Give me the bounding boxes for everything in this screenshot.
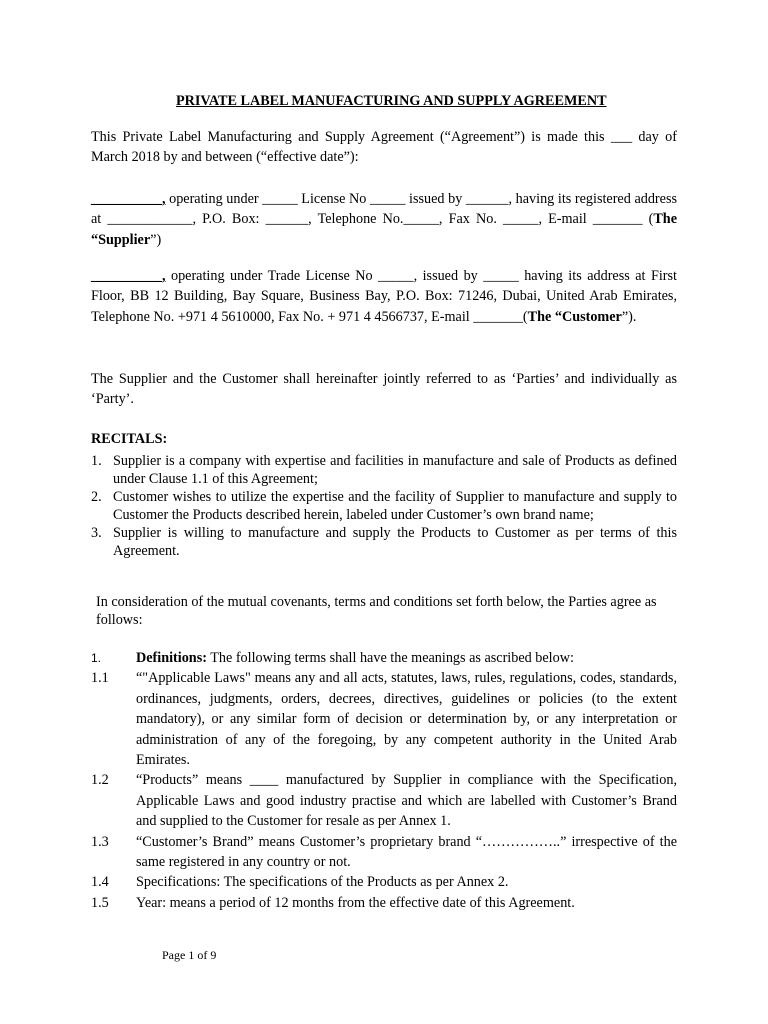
recital-text: Supplier is a company with expertise and facilities in manufacture and sale of Products as defined under Clause 1.1 of this Agreement; bbox=[113, 453, 677, 487]
supplier-close: ”) bbox=[150, 231, 162, 248]
definitions-heading-row bbox=[91, 648, 677, 668]
definition-text: “Customer’s Brand” means Customer’s proprietary brand “……………..” irrespective of the same registered in any country or not. bbox=[136, 833, 677, 871]
definitions-intro: The following terms shall have the meanings as ascribed below: bbox=[206, 650, 574, 666]
supplier-details: operating under _____ License No _____ issued by ______, having its registered address at ____________, P.O. Box: ______, Telephone No._____, Fax No. _____, E-mail _______ ( bbox=[91, 191, 677, 228]
definition-text: “Products” means ____ manufactured by Supplier in compliance with the Specification, Applicable Laws and good industry practise and which are labelled with Customer’s Brand and supplied to the Customer for resale as per Annex 1. bbox=[136, 772, 677, 830]
recital-number: 3. bbox=[91, 525, 102, 541]
customer-name-blank: __________, bbox=[91, 268, 166, 284]
recital-text: Customer wishes to utilize the expertise and the facility of Supplier to manufacture and supply to Customer the Products described herein, labeled under Customer’s own brand name; bbox=[113, 489, 677, 523]
clause-number: 1. bbox=[91, 651, 102, 665]
definition-number: 1.2 bbox=[91, 772, 109, 789]
definitions-heading: Definitions: bbox=[136, 650, 207, 666]
definition-item bbox=[91, 832, 677, 873]
supplier-name-blank: __________, bbox=[91, 191, 166, 207]
definition-number: 1.3 bbox=[91, 833, 109, 850]
definition-item bbox=[91, 770, 677, 831]
customer-party-paragraph bbox=[91, 266, 677, 327]
definition-item bbox=[91, 893, 677, 913]
recital-number: 1. bbox=[91, 453, 102, 469]
definition-number: 1.4 bbox=[91, 874, 109, 891]
recitals-list bbox=[91, 452, 677, 560]
page-number-footer: Page 1 of 9 bbox=[162, 948, 217, 962]
customer-details: operating under Trade License No _____, issued by _____ having its address at First Floor, BB 12 Building, Bay Square, Business Bay, P.O. Box: 71246, Dubai, United Arab Emirates, Telephone No. +971 4 5610000, Fax No. + 971 4 4566737, E-mail _______( bbox=[91, 268, 677, 325]
customer-close: ”). bbox=[621, 308, 637, 325]
supplier-party-paragraph bbox=[91, 189, 677, 250]
recital-item bbox=[91, 452, 677, 488]
recitals-heading: RECITALS: bbox=[91, 431, 168, 447]
definition-number: 1.5 bbox=[91, 894, 109, 911]
definitions-section bbox=[91, 648, 677, 913]
parties-note: The Supplier and the Customer shall hereinafter jointly referred to as ‘Parties’ and individually as ‘Party’. bbox=[91, 371, 677, 408]
supplier-label: The “Supplier bbox=[91, 211, 677, 248]
intro-paragraph: This Private Label Manufacturing and Supply Agreement (“Agreement”) is made this ___ day of March 2018 by and between (“effective date”): bbox=[91, 129, 677, 166]
recital-item bbox=[91, 524, 677, 560]
customer-label: The “Customer bbox=[527, 308, 622, 325]
definition-text: Specifications: The specifications of the Products as per Annex 2. bbox=[136, 874, 509, 891]
recital-text: Supplier is willing to manufacture and supply the Products to Customer as per terms of this Agreement. bbox=[113, 525, 677, 559]
recital-number: 2. bbox=[91, 489, 102, 505]
recital-item bbox=[91, 488, 677, 524]
definition-item bbox=[91, 668, 677, 770]
definition-text: “"Applicable Laws" means any and all acts, statutes, laws, rules, regulations, codes, standards, ordinances, judgments, orders, decrees, directives, guidelines or policies (to the extent mandatory), or any similar form of decision or determination by, or any interpretation or administration of any of the foregoing, by any competent authority in the United Arab Emirates. bbox=[136, 670, 677, 769]
agreement-title: PRIVATE LABEL MANUFACTURING AND SUPPLY AGREEMENT bbox=[176, 93, 607, 109]
consideration-paragraph: In consideration of the mutual covenants, terms and conditions set forth below, the Parties agree as follows: bbox=[96, 594, 657, 628]
definition-number: 1.1 bbox=[91, 670, 109, 687]
definition-text: Year: means a period of 12 months from the effective date of this Agreement. bbox=[136, 894, 575, 911]
definition-item bbox=[91, 872, 677, 892]
